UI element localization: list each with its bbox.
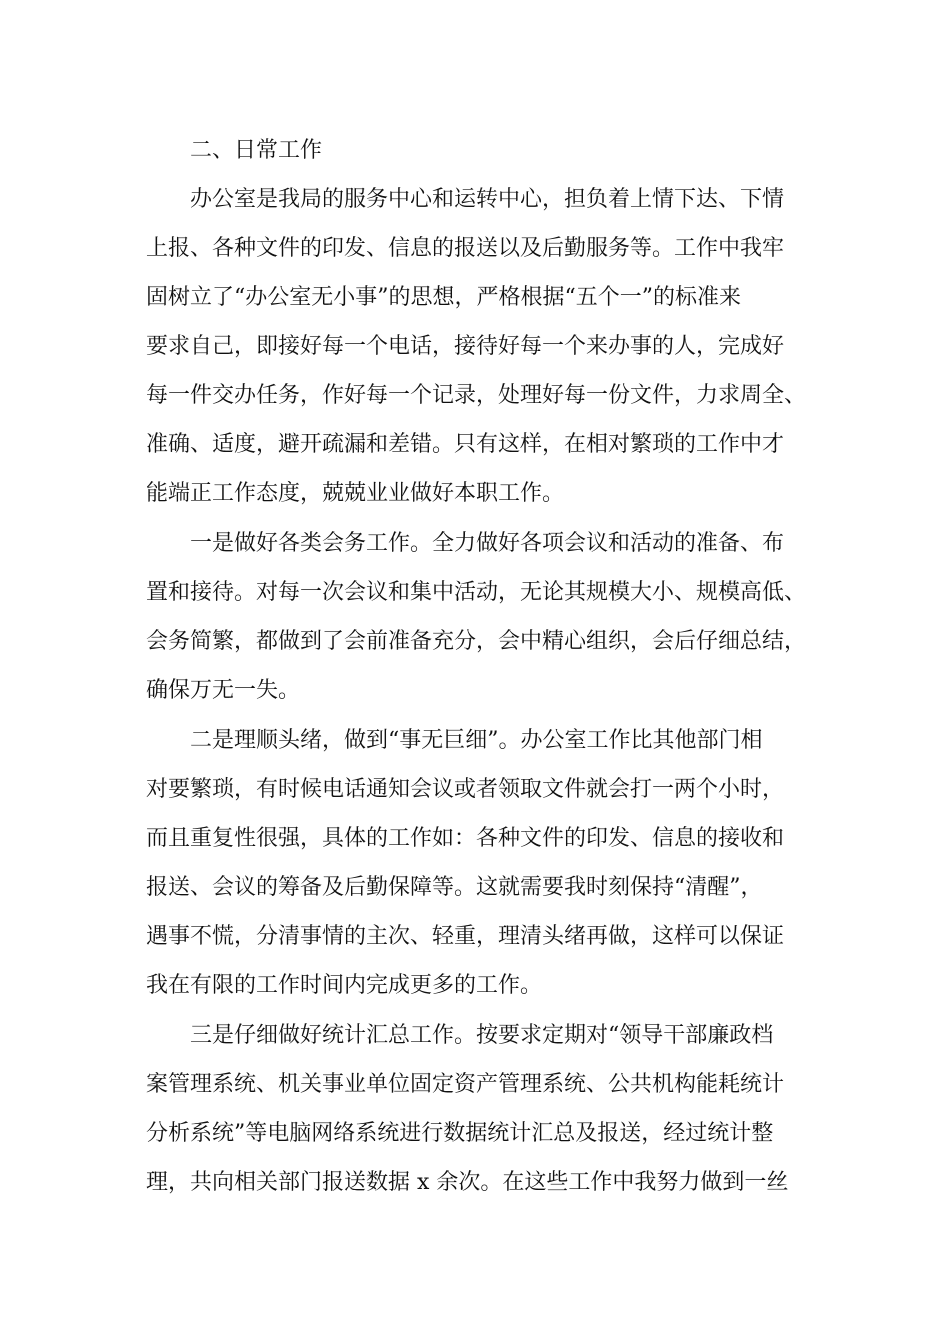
paragraph-line: 一是做好各类会务工作。全力做好各项会议和活动的准备、布 (190, 531, 785, 556)
paragraph-line: 上报、各种文件的印发、信息的报送以及后勤服务等。工作中我牢 (146, 236, 785, 261)
paragraph-line: 每一件交办任务，作好每一个记录，处理好每一份文件，力求周全、 (146, 383, 807, 408)
paragraph-line: 要求自己，即接好每一个电话，接待好每一个来办事的人，完成好 (146, 334, 785, 359)
paragraph-line: 会务简繁，都做到了会前准备充分，会中精心组织，会后仔细总结， (146, 629, 807, 654)
paragraph-line: 办公室是我局的服务中心和运转中心，担负着上情下达、下情 (190, 187, 785, 212)
paragraph-line: 遇事不慌，分清事情的主次、轻重，理清头绪再做，这样可以保证 (146, 924, 785, 949)
paragraph-line: 固树立了“办公室无小事”的思想，严格根据“五个一”的标准来 (146, 285, 741, 310)
paragraph-line: 报送、会议的筹备及后勤保障等。这就需要我时刻保持“清醒”， (146, 875, 763, 900)
paragraph-line: 我在有限的工作时间内完成更多的工作。 (146, 973, 543, 998)
paragraph-line: 对要繁琐，有时候电话通知会议或者领取文件就会打一两个小时， (146, 777, 785, 802)
paragraph-line: 能端正工作态度，兢兢业业做好本职工作。 (146, 481, 565, 506)
paragraph-line: 确保万无一失。 (146, 678, 301, 703)
paragraph-line: 案管理系统、机关事业单位固定资产管理系统、公共机构能耗统计 (146, 1072, 785, 1097)
paragraph-line: 分析系统”等电脑网络系统进行数据统计汇总及报送，经过统计整 (146, 1121, 774, 1146)
section-heading: 二、日常工作 (190, 138, 323, 163)
paragraph-line: 二是理顺头绪，做到“事无巨细”。办公室工作比其他部门相 (190, 728, 763, 753)
paragraph-line: 而且重复性很强，具体的工作如：各种文件的印发、信息的接收和 (146, 826, 785, 851)
paragraph-line: 理，共向相关部门报送数据 x 余次。在这些工作中我努力做到一丝 (146, 1170, 789, 1195)
paragraph-line: 置和接待。对每一次会议和集中活动，无论其规模大小、规模高低、 (146, 580, 807, 605)
paragraph-line: 准确、适度，避开疏漏和差错。只有这样，在相对繁琐的工作中才 (146, 432, 785, 457)
paragraph-line: 三是仔细做好统计汇总工作。按要求定期对“领导干部廉政档 (190, 1023, 774, 1048)
